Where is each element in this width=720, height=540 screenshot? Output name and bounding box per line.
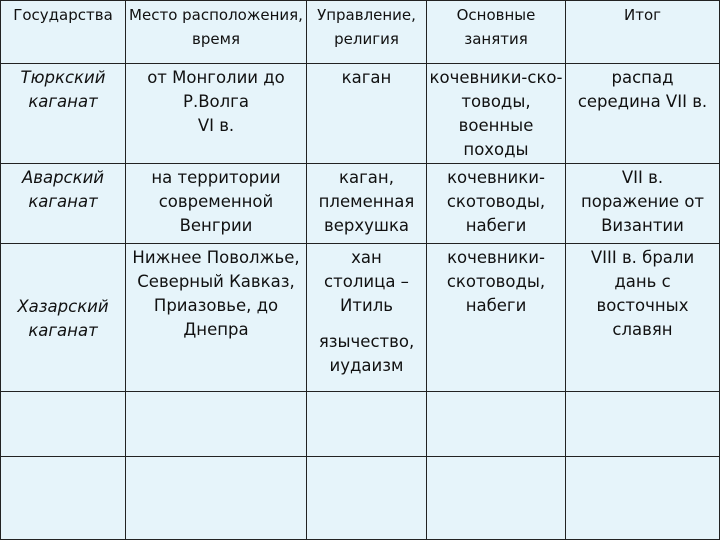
header-text-line: Основные [456,6,536,24]
government-cell [307,164,427,244]
occupation-line: походы [463,140,529,159]
location-line: Днепра [183,320,249,339]
religion-line: язычество, [318,332,415,351]
location-cell [126,64,307,164]
result-line: середина VII в. [577,92,708,111]
header-text-line: занятия [464,30,528,48]
occupation-line: товоды, [461,92,531,111]
result-line: Византии [601,216,684,235]
spacer [307,318,426,330]
state-name-line: каганат [28,320,98,340]
header-text-line: Место расположения, [129,6,303,24]
occupation-line: скотоводы, [446,192,546,211]
result-line: поражение от [580,192,705,211]
empty-row [1,457,720,540]
header-text-line: Итог [623,6,662,24]
header-row [1,1,720,64]
government-line: каган [341,68,392,87]
location-line: на территории [151,168,281,187]
location-line: Венгрии [179,216,253,235]
empty-cell [1,392,126,457]
table-row-khazar [1,244,720,392]
empty-cell [427,457,566,540]
header-states [1,1,126,64]
location-line: VI в. [197,116,235,135]
government-cell [307,64,427,164]
location-line: от Монголии до [147,68,285,87]
empty-cell [566,392,720,457]
header-text-line: время [192,30,240,48]
location-cell [126,244,307,392]
occupation-line: военные [458,116,534,135]
result-cell [566,164,720,244]
header-text-line: Государства [13,6,113,24]
result-cell [566,244,720,392]
state-cell [1,64,126,164]
header-government-religion [307,1,427,64]
state-name-line: Тюркский [20,68,106,87]
state-name-line: Хазарский [17,296,109,316]
empty-row [1,392,720,457]
empty-cell [427,392,566,457]
government-cell [307,244,427,392]
location-line: Северный Кавказ, [137,272,295,291]
result-cell [566,64,720,164]
occupation-line: кочевники- [447,168,545,187]
result-line: дань с [614,272,671,291]
result-line: VII в. [621,168,664,187]
location-cell [126,164,307,244]
table-row-turkic [1,64,720,164]
location-line: Приазовье, до [153,296,279,315]
government-line: верхушка [323,216,410,235]
location-line: современной [158,192,274,211]
government-line: племенная [318,192,415,211]
government-line: хан [351,248,382,267]
header-occupations [427,1,566,64]
state-name-line: каганат [28,192,98,211]
state-name-line: Аварский [21,168,105,187]
empty-cell [126,457,307,540]
result-line: VIII в. брали [590,248,695,267]
government-line: Итиль [340,296,393,315]
state-cell [1,164,126,244]
result-line: восточных [596,296,689,315]
religion-line: иудаизм [329,356,404,375]
government-line: каган, [339,168,394,187]
header-text-line: Управление, [317,6,416,24]
occupation-cell [427,164,566,244]
header-result [566,1,720,64]
location-line: Нижнее Поволжье, [132,248,300,267]
occupation-line: кочевники-ско- [429,68,563,87]
empty-cell [1,457,126,540]
state-cell [1,244,126,392]
result-line: распад [611,68,674,87]
occupation-cell [427,64,566,164]
occupation-line: набеги [465,216,527,235]
empty-cell [126,392,307,457]
occupation-line: набеги [465,296,527,315]
result-line: славян [612,320,673,339]
location-line: Р.Волга [183,92,249,111]
state-name-line: каганат [28,92,98,111]
table-row-avar [1,164,720,244]
empty-cell [307,392,427,457]
header-text-line: религия [334,30,399,48]
empty-cell [307,457,427,540]
government-line: столица – [324,272,409,291]
empty-cell [566,457,720,540]
occupation-line: скотоводы, [446,272,546,291]
occupation-line: кочевники- [447,248,545,267]
header-location-time [126,1,307,64]
occupation-cell [427,244,566,392]
